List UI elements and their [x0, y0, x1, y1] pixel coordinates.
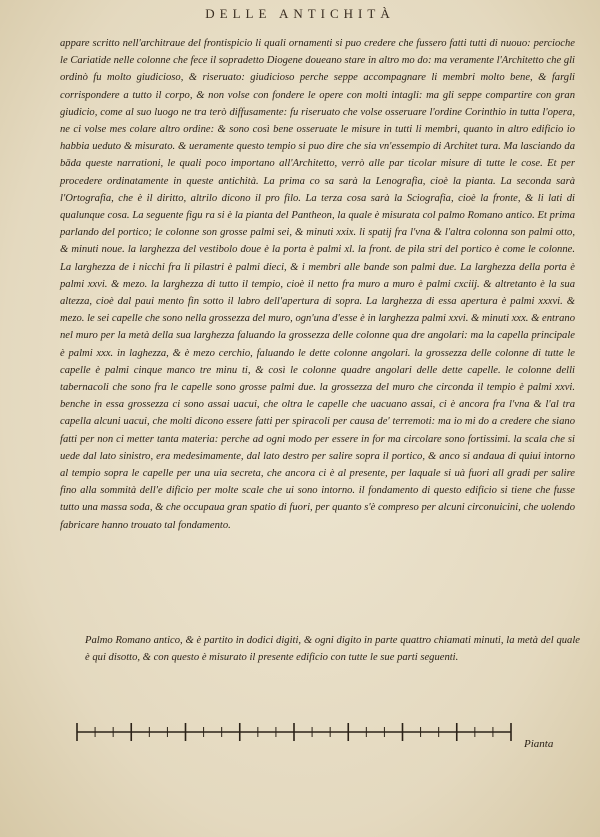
scale-note [85, 632, 580, 666]
running-title: DELLE ANTICHITÀ [205, 6, 395, 21]
scale-caption: Pianta [524, 738, 554, 750]
main-paragraph: appare scritto nell'architraue del frontispicio li quali ornamenti si puo credere che fussero fatti tutti di nuouo: percioche le Cariatide nelle colonne che fece il sopradetto Diogene doueano stare in altro mo do: ma veramente l'Architetto che gli ordinò fu molto giudicioso, & riseruato: giudicioso perche seppe accompagnare li membri molto bene, & fargli corrispondere a tutto il corpo, & non volse con fondere le opere con molti intagli: ma gli seppe compartire con gran giudicio, come al suo luogo ne tra terò diffusamente: fu riseruato che volse osseruare l'ordine Corinthio in tutta l'opera, ne ci volse mes colare altro ordine: & sono così bene osseruate le misure in tutti li membri, quanto in altro edificio io habbia ueduto & misurato. & ueramente questo tempio si puo dire che sia vn'essempio di Architet tura. Ma lasciando da bāda queste narrationi, le quali poco importano all'Architetto, verrò alle par ticolar misure di tutte le cose. Et per procedere ordinatamente in queste antichità. La prima co sa sarà la Lenografia, cioè la pianta. La seconda sarà l'Ortografia, che è il diritto, altrilo dicono il pro filo. La terza cosa sarà la Sciografia, cioè la fronte, & li lati di qualunque cosa. La seguente figu ra si è la pianta del Pantheon, la quale è misurata col palmo Romano antico. Et prima parlando del portico; le colonne son grosse palmi sei, & minuti xxix. li spatij fra l'vna & l'altra colonna son palmi otto, & minuti noue. la larghezza del vestibolo doue è la porta è palmi xl. la front. de pila stri del portico è come le colonne. La larghezza de i nicchi fra li pilastri è palmi dieci, & i membri alle bande son palmi due. La larghezza della porta è palmi xxvi. & mezo. la larghezza di tutto il tempio, cioè il netto fra muro a muro è palmi cxciij. & altretanto è la sua altezza, cioè dal paui mento fin sotto il labro dell'apertura di sopra. La larghezza di essa apertura è palmi xxxvi. & mezo. le sei capelle che sono nella grossezza del muro, ogn'una d'esse è in larghezza palmi xxvi. & minuti xxx. & entrano nel muro per la metà della sua larghezza faluando la grossezza delle colonne qua dre angolari: ma la capella principale è palmi xxx. in laghezza, & è mezo cerchio, faluando le dette colonne angolari. la grossezza delle colonne di tutte le capelle è palmi cinque manco tre minu ti, & così le colonne quadre angolari delle dette capelle. le colonne delli tabernacoli che sono fra le capelle sono grosse palmi due. la grossezza del muro che circonda il tempio è palmi xxvi. benche in essa grossezza ci sono assai uacui, che oltra le capelle che uacuano assai, ci è ancora fra l'vna & l'al tra capella alcuni uacui, che molti dicono essere fatti per spiracoli per causa de' terremoti: ma io mi do a credere che siano fatti per non ci metter tanta materia: perche ad ogni modo per essere in for ma circolare sono fortissimi. la scala che si uede dal lato sinistro, era medesimamente, dal lato destro per salire sopra il portico, & anco si andaua di quiui intorno al tempio sopra le capelle per una uia secreta, che ancora ci è al presente, per laquale si uà fuori all gradi per salire fino alla sommità dell'e dificio per molte scale che ui sono intorno. il fondamento di questo edificio si tiene che fusse tutto una massa soda, & che occupaua gran spatio di fuori, per quanto s'è compreso per alcuni circonuicini, che uolendo fabricare hanno trouato tal fondamento. [60, 38, 575, 531]
scale-note-paragraph: Palmo Romano antico, & è partito in dodici digiti, & ogni digito in parte quattro chiamati minuti, la metà del quale è qui disotto, & con questo è misurato il presente edificio con tutte le sue parti seguenti. [85, 635, 580, 664]
main-text-block [60, 35, 575, 534]
palmo-scale-bar [75, 712, 515, 752]
